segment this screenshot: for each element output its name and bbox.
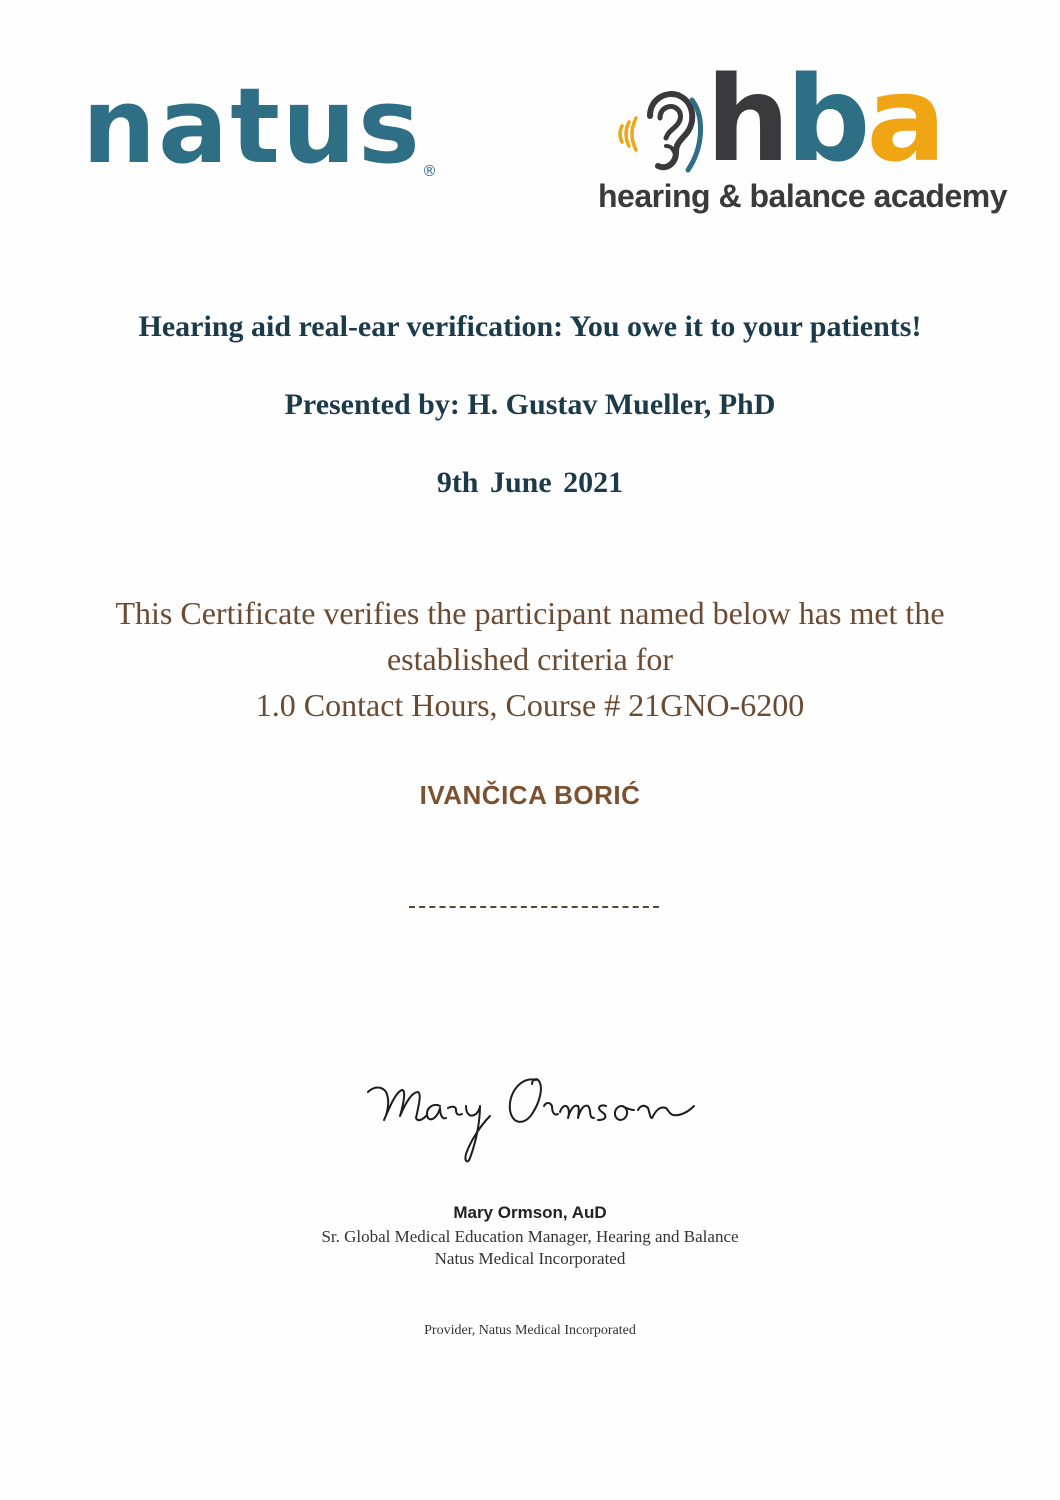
participant-name: IVANČICA BORIĆ bbox=[419, 780, 641, 810]
verification-statement bbox=[40, 590, 1020, 728]
verification-line: established criteria for bbox=[386, 641, 674, 677]
verification-line: This Certificate verifies the participant named below has met the bbox=[115, 595, 945, 631]
natus-wordmark: natus bbox=[82, 65, 422, 187]
signature-divider bbox=[409, 906, 659, 908]
provider-line: Provider, Natus Medical Incorporated bbox=[424, 1323, 636, 1338]
course-date: 9th June 2021 bbox=[436, 466, 624, 499]
signer-title: Sr. Global Medical Education Manager, Hearing and Balance bbox=[321, 1227, 739, 1246]
registered-mark: ® bbox=[422, 162, 437, 180]
presenter: Presented by: H. Gustav Mueller, PhD bbox=[284, 388, 776, 421]
hba-wordmark bbox=[706, 50, 943, 188]
hba-tagline: hearing & balance academy bbox=[598, 178, 1008, 214]
ear-icon bbox=[614, 86, 704, 178]
signature-image bbox=[360, 1062, 700, 1172]
natus-logo bbox=[82, 65, 442, 192]
signer-organization: Natus Medical Incorporated bbox=[434, 1249, 626, 1268]
hba-letter-h: h bbox=[706, 50, 787, 188]
course-title: Hearing aid real-ear verification: You owe it to your patients! bbox=[138, 310, 922, 343]
verification-line: 1.0 Contact Hours, Course # 21GNO-6200 bbox=[255, 687, 805, 723]
signer-name: Mary Ormson, AuD bbox=[453, 1203, 607, 1222]
hba-letter-a: a bbox=[866, 50, 943, 188]
hba-letter-b: b bbox=[786, 50, 867, 188]
hba-logo bbox=[598, 50, 1008, 222]
